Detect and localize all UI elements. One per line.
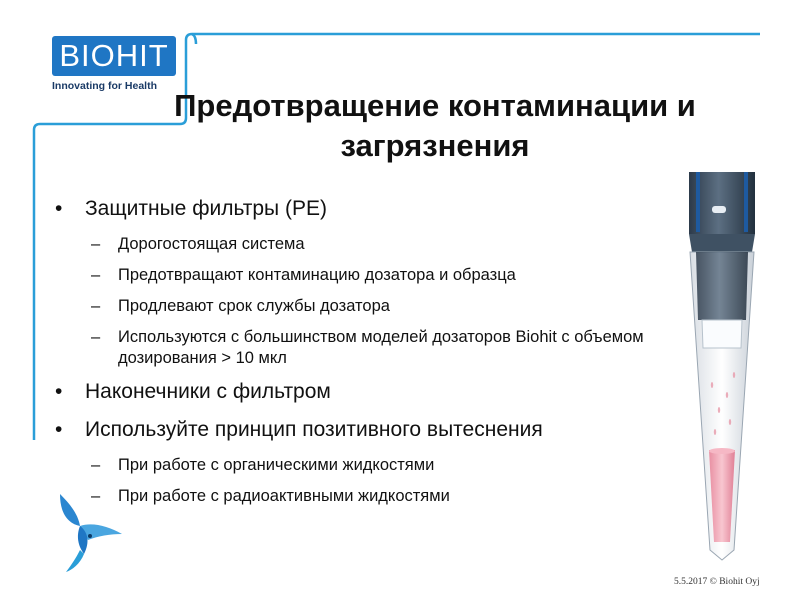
pipette-tip-image bbox=[672, 170, 782, 562]
sub-bullet-text: Предотвращают контаминацию дозатора и образца bbox=[118, 266, 516, 284]
sub-bullet-item bbox=[48, 327, 663, 369]
sub-bullet-marker: – bbox=[91, 297, 101, 315]
bullet-text: Защитные фильтры (PE) bbox=[85, 197, 327, 220]
sub-bullet-item bbox=[48, 486, 688, 507]
sub-bullet-text: Продлевают срок службы дозатора bbox=[118, 297, 390, 315]
bullet-item bbox=[48, 379, 688, 405]
sub-bullet-marker: – bbox=[91, 456, 101, 474]
sub-bullet-text: Используются с большинством моделей дозаторов Biohit с объемом дозирования > 10 мкл bbox=[118, 328, 644, 367]
bullet-text: Используйте принцип позитивного вытеснения bbox=[85, 418, 543, 441]
sub-bullet-text: Дорогостоящая система bbox=[118, 235, 305, 253]
logo-name: BIOHIT bbox=[59, 38, 169, 73]
bullet-text: Наконечники с фильтром bbox=[85, 380, 331, 403]
bullet-marker: • bbox=[55, 197, 63, 220]
slide-title: Предотвращение контаминации и загрязнения bbox=[174, 88, 696, 163]
bullet-list bbox=[48, 196, 688, 517]
bullet-marker: • bbox=[55, 380, 63, 403]
sub-bullet-marker: – bbox=[91, 235, 101, 253]
sub-bullet-item bbox=[48, 296, 688, 317]
bullet-item bbox=[48, 196, 688, 222]
sub-bullet-item bbox=[48, 455, 688, 476]
bullet-item bbox=[48, 417, 688, 443]
logo-box bbox=[52, 36, 176, 76]
footer-text: 5.5.2017 © Biohit Oyj bbox=[674, 577, 760, 587]
sub-bullet-marker: – bbox=[91, 487, 101, 505]
sub-bullet-item bbox=[48, 265, 688, 286]
sub-bullet-text: При работе с радиоактивными жидкостями bbox=[118, 487, 450, 505]
sub-bullet-marker: – bbox=[91, 266, 101, 284]
sub-bullet-marker: – bbox=[91, 328, 101, 346]
bullet-marker: • bbox=[55, 418, 63, 441]
sub-bullet-text: При работе с органическими жидкостями bbox=[118, 456, 435, 474]
logo-tagline: Innovating for Health bbox=[52, 80, 157, 92]
hummingbird-icon bbox=[30, 474, 130, 574]
sub-bullet-item bbox=[48, 234, 688, 255]
